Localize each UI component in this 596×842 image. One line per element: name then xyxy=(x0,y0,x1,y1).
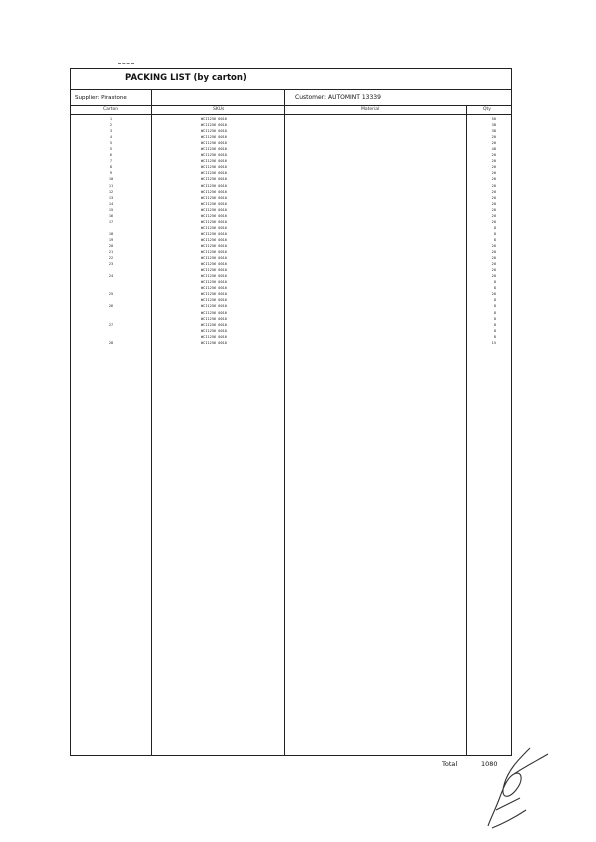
qty-cell: 20 xyxy=(491,292,496,297)
divider xyxy=(71,114,511,115)
qty-cell: 20 xyxy=(491,153,496,158)
sku-cell: WCI1256 0010 xyxy=(201,328,227,333)
qty-cell: 8 xyxy=(493,334,496,339)
sku-cell: WCI1256 0010 xyxy=(201,195,227,200)
qty-cell: 8 xyxy=(493,328,496,333)
carton-cell: 7 xyxy=(109,159,113,164)
sku-cell: WCI1256 0010 xyxy=(201,147,227,152)
carton-cell: 5 xyxy=(109,141,113,146)
sku-cell: WCI1256 0010 xyxy=(201,177,227,182)
qty-cell: 20 xyxy=(491,183,496,188)
qty-cell: 8 xyxy=(493,310,496,315)
qty-cell: 8 xyxy=(493,316,496,321)
qty-cell: 20 xyxy=(491,201,496,206)
sku-cell: WCI1256 0010 xyxy=(201,165,227,170)
qty-cell: 8 xyxy=(493,322,496,327)
qty-cell: 20 xyxy=(491,207,496,212)
sku-cell: WCI1256 0010 xyxy=(201,171,227,176)
carton-cell: 4 xyxy=(109,135,113,140)
carton-cell: 8 xyxy=(109,165,113,170)
sku-cell: WCI1256 0010 xyxy=(201,117,227,121)
sku-cell: WCI1256 0010 xyxy=(201,262,227,267)
sku-cell: WCI1256 0010 xyxy=(201,123,227,128)
packing-list-table xyxy=(70,68,512,756)
qty-cell: 20 xyxy=(491,189,496,194)
carton-cell: 2 xyxy=(109,123,113,128)
carton-cell: 17 xyxy=(108,219,114,224)
carton-cell: 13 xyxy=(108,195,114,200)
sku-cell: WCI1256 0010 xyxy=(201,340,227,345)
sku-cell: WCI1256 0010 xyxy=(201,189,227,194)
qty-cell: 20 xyxy=(491,159,496,164)
page-title: PACKING LIST (by carton) xyxy=(125,73,247,83)
carton-cell: 28 xyxy=(108,340,114,345)
column-header-sku: SKUs xyxy=(213,107,225,112)
qty-cell: 20 xyxy=(491,262,496,267)
sku-cell: WCI1256 0010 xyxy=(201,183,227,188)
qty-cell: 8 xyxy=(493,304,496,309)
customer-label: Customer: AUTOMINT 13339 xyxy=(295,94,381,101)
qty-cell: 20 xyxy=(491,141,496,146)
qty-cell: 20 xyxy=(491,243,496,248)
carton-cell: 18 xyxy=(108,231,114,236)
sku-cell: WCI1256 0010 xyxy=(201,141,227,146)
qty-cell: 20 xyxy=(491,274,496,279)
qty-cell: 8 xyxy=(493,286,496,291)
carton-cell: 21 xyxy=(108,250,114,255)
qty-cell: 50 xyxy=(491,117,496,121)
carton-cell: 3 xyxy=(109,129,113,134)
sku-cell: WCI1256 0010 xyxy=(201,334,227,339)
sku-cell: WCI1256 0010 xyxy=(201,292,227,297)
carton-cell: 10 xyxy=(108,177,114,182)
qty-cell: 38 xyxy=(491,129,496,134)
qty-cell: 20 xyxy=(491,256,496,261)
sku-cell: WCI1256 0010 xyxy=(201,237,227,242)
carton-cell: 9 xyxy=(109,171,113,176)
qty-cell: 8 xyxy=(493,298,496,303)
sku-cell: WCI1256 0010 xyxy=(201,231,227,236)
carton-cell: 25 xyxy=(108,292,114,297)
divider xyxy=(71,105,511,106)
scan-mark xyxy=(118,63,134,64)
carton-cell: 22 xyxy=(108,256,114,261)
carton-cell: 24 xyxy=(108,274,114,279)
qty-cell: 20 xyxy=(491,177,496,182)
qty-cell: 20 xyxy=(491,219,496,224)
table-body xyxy=(71,116,511,346)
column-header-qty: Qty xyxy=(483,107,491,112)
carton-cell: 14 xyxy=(108,201,114,206)
divider xyxy=(71,89,511,90)
qty-cell: 20 xyxy=(491,195,496,200)
carton-cell: 16 xyxy=(108,213,114,218)
sku-cell: WCI1256 0010 xyxy=(201,213,227,218)
sku-cell: WCI1256 0010 xyxy=(201,256,227,261)
carton-cell: 15 xyxy=(108,207,114,212)
sku-cell: WCI1256 0010 xyxy=(201,298,227,303)
sku-cell: WCI1256 0010 xyxy=(201,225,227,230)
sku-cell: WCI1256 0010 xyxy=(201,207,227,212)
carton-cell: 23 xyxy=(108,262,114,267)
signature xyxy=(478,740,558,835)
qty-cell: 20 xyxy=(491,171,496,176)
carton-cell: 20 xyxy=(108,243,114,248)
carton-cell: 12 xyxy=(108,189,114,194)
sku-cell: WCI1256 0010 xyxy=(201,243,227,248)
sku-cell: WCI1256 0010 xyxy=(201,135,227,140)
qty-cell: 48 xyxy=(491,147,496,152)
qty-cell: 8 xyxy=(493,225,496,230)
sku-cell: WCI1256 0010 xyxy=(201,153,227,158)
carton-cell: 19 xyxy=(108,237,114,242)
sku-cell: WCI1256 0010 xyxy=(201,201,227,206)
sku-cell: WCI1256 0010 xyxy=(201,159,227,164)
total-label: Total xyxy=(442,760,458,768)
qty-cell: 20 xyxy=(491,268,496,273)
carton-cell: 27 xyxy=(108,322,114,327)
carton-cell: 11 xyxy=(108,183,114,188)
qty-cell: 20 xyxy=(491,250,496,255)
total-value: 1080 xyxy=(481,760,498,768)
sku-cell: WCI1256 0010 xyxy=(201,286,227,291)
column-header-carton: Carton xyxy=(103,107,119,112)
supplier-label: Supplier: Pirastone xyxy=(75,95,127,101)
sku-cell: WCI1256 0010 xyxy=(201,274,227,279)
carton-cell: 5 xyxy=(109,147,113,152)
qty-cell: 8 xyxy=(493,237,496,242)
qty-cell: 38 xyxy=(491,123,496,128)
sku-cell: WCI1256 0010 xyxy=(201,322,227,327)
table-row xyxy=(71,340,511,346)
sku-cell: WCI1256 0010 xyxy=(201,310,227,315)
carton-cell: 26 xyxy=(108,304,114,309)
sku-cell: WCI1256 0010 xyxy=(201,129,227,134)
sku-cell: WCI1256 0010 xyxy=(201,280,227,285)
sku-cell: WCI1256 0010 xyxy=(201,304,227,309)
sku-cell: WCI1256 0010 xyxy=(201,219,227,224)
sku-cell: WCI1256 0010 xyxy=(201,250,227,255)
qty-cell: 15 xyxy=(491,340,496,345)
qty-cell: 8 xyxy=(493,280,496,285)
qty-cell: 20 xyxy=(491,165,496,170)
qty-cell: 20 xyxy=(491,213,496,218)
qty-cell: 8 xyxy=(493,231,496,236)
qty-cell: 20 xyxy=(491,135,496,140)
sku-cell: WCI1256 0010 xyxy=(201,268,227,273)
sku-cell: WCI1256 0010 xyxy=(201,316,227,321)
column-header-material: Material xyxy=(361,107,380,112)
carton-cell: 1 xyxy=(109,117,113,121)
carton-cell: 6 xyxy=(109,153,113,158)
